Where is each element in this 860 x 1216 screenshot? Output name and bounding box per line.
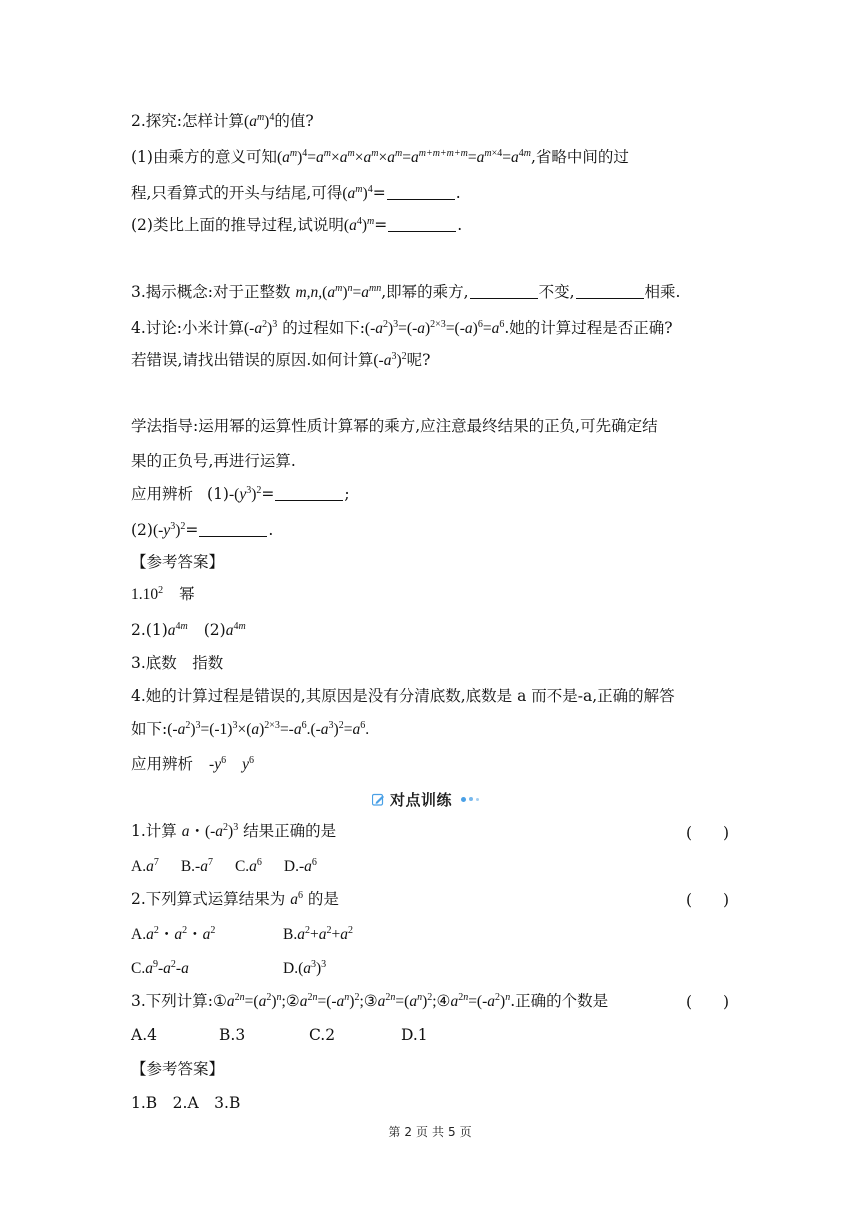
option-a[interactable]: $A.a^7$ <box>131 857 159 875</box>
period: . <box>268 521 274 539</box>
option-a[interactable]: A.4 <box>131 1026 157 1044</box>
answer-apply <box>131 754 731 775</box>
section-title: 对点训练 <box>390 790 453 809</box>
option-b[interactable]: B.3 <box>219 1026 246 1044</box>
q3-line <box>131 282 731 303</box>
answer-3: 3.底数 指数 <box>131 654 224 672</box>
footer-text: 页 <box>459 1125 472 1139</box>
ex2-text-b: 的是 <box>302 890 339 908</box>
q4-line2 <box>131 350 731 371</box>
guide-line2: 果的正负号,再进行运算. <box>131 452 296 470</box>
ex2-text: 2.下列算式运算结果为 <box>131 890 291 908</box>
q2-title <box>131 111 731 132</box>
math-expr: $a^{4m}$ <box>167 621 188 639</box>
q2-p1-continue: 程,只看算式的开头与结尾,可得 <box>131 184 343 202</box>
q3-text-c: 不变, <box>538 283 575 301</box>
math-expr: $(-a^2)^3=(-1)^3\times(a)^{2\times 3}=-a^6.(-a^3)^2=a^6$. <box>167 720 370 738</box>
ex3-stem <box>131 991 731 1012</box>
answer-2 <box>131 620 731 641</box>
q4-line1 <box>131 318 731 339</box>
q4-text: 4.讨论:小米计算 <box>131 319 245 337</box>
ex1-answer-paren[interactable]: ( ) <box>686 824 730 842</box>
q2-part2 <box>131 215 731 236</box>
q2-part1-line1 <box>131 147 731 168</box>
answer-2-mid: (2) <box>203 621 226 639</box>
answer-blank[interactable] <box>388 217 456 232</box>
q3-text: 3.揭示概念:对于正整数 <box>131 283 296 301</box>
ex2-stem <box>131 889 731 910</box>
q2-title-tail: 的值? <box>274 112 314 130</box>
math-expr: $(-a^2)^3$ <box>244 319 278 337</box>
apply-line1 <box>131 484 731 505</box>
answer-blank[interactable] <box>275 486 343 501</box>
ex1-stem <box>131 821 731 842</box>
math-expr: $(a^m)^n=a^{mn}$ <box>322 283 382 301</box>
math-expr: $(a^m)^4$ <box>342 184 373 202</box>
answer-4-prefix: 如下: <box>131 720 168 738</box>
q4-text-c: .她的计算过程是否正确? <box>504 319 673 337</box>
dot <box>476 798 479 801</box>
answer-4-line2 <box>131 719 731 740</box>
page-number: 2 <box>404 1125 412 1139</box>
math-expr: $-y^6$ <box>209 755 227 773</box>
total-pages: 5 <box>448 1125 456 1139</box>
answer-blank[interactable] <box>387 185 455 200</box>
math-expr: $a^{4m}$ <box>225 621 246 639</box>
ex1-options <box>131 856 731 877</box>
option-d[interactable]: $D.(a^3)^3$ <box>283 959 327 977</box>
footer-text: 共 <box>432 1125 445 1139</box>
ex3-text-b: .正确的个数是 <box>510 992 609 1010</box>
answers-heading-2: 【参考答案】 <box>131 1060 225 1078</box>
option-d[interactable]: $D.-a^6$ <box>283 857 317 875</box>
math-expr: $y^6$ <box>242 755 254 773</box>
q3-text-d: 相乘. <box>644 283 681 301</box>
ex3-answer-paren[interactable]: ( ) <box>686 993 730 1011</box>
answer-1-word: 幂 <box>179 585 195 603</box>
math-expr: $(-a^2)^3=(-a)^{2\times 3}=(-a)^6=a^6$ <box>364 319 505 337</box>
pencil-note-icon <box>372 793 385 806</box>
math-expr: $(a^4)^m$ <box>343 216 375 234</box>
option-d[interactable]: D.1 <box>401 1026 428 1044</box>
guide-line1: 学法指导:运用幂的运算性质计算幂的乘方,应注意最终结果的正负,可先确定结 <box>131 417 658 435</box>
option-b[interactable]: $B.a^2+a^2+a^2$ <box>283 925 353 943</box>
ex1-text-b: 结果正确的是 <box>238 822 337 840</box>
option-b[interactable]: $B.-a^7$ <box>180 857 213 875</box>
equals: = <box>261 485 275 503</box>
option-c[interactable]: $C.a^6$ <box>234 857 262 875</box>
answer-1 <box>131 584 731 605</box>
math-expr: $(-y^3)^2$ <box>152 521 186 539</box>
answer-blank[interactable] <box>470 284 538 299</box>
math-expr: $a^6$ <box>290 890 303 908</box>
period: . <box>457 216 463 234</box>
option-c[interactable]: $C.a^9-a^2-a$ <box>131 959 189 977</box>
ex3-options <box>131 1025 731 1045</box>
q2-p2-text: (2)类比上面的推导过程,试说明 <box>131 216 344 234</box>
equals: = <box>374 216 388 234</box>
q2-part1-line2 <box>131 183 731 204</box>
q4-text-d: 若错误,请找出错误的原因.如何计算 <box>131 351 374 369</box>
equals: = <box>372 184 386 202</box>
ex2-answer-paren[interactable]: ( ) <box>686 891 730 909</box>
answers-heading: 【参考答案】 <box>131 553 225 571</box>
q4-text-e: 呢? <box>406 351 431 369</box>
q2-p1-tail: ,省略中间的过 <box>530 148 629 166</box>
ex2-options-row2 <box>131 958 731 979</box>
q3-vars: m,n, <box>295 284 323 301</box>
math-expr: a・$(-a^2)^3$ <box>181 822 239 840</box>
apply-p1: (1) <box>207 485 229 503</box>
math-expr: $(a^m)^4=a^m\times a^m\times a^m\times a^m=a^{m+m+m+m}=a^{m\times 4}=a^{4m}$ <box>276 148 531 166</box>
math-expr: $①a^{2n}=(a^2)^n;②a^{2n}=(-a^n)^2;③a^{2n}=(a^n)^2;④a^{2n}=(-a^2)^n$ <box>213 992 511 1010</box>
q2-title-text: 2.探究:怎样计算 <box>131 112 245 130</box>
answer-blank[interactable] <box>199 522 267 537</box>
q4-text-b: 的过程如下: <box>277 319 365 337</box>
footer-text: 页 <box>415 1125 428 1139</box>
equals: = <box>185 521 199 539</box>
answer-apply-label: 应用辨析 <box>131 755 194 773</box>
section-heading <box>372 789 479 809</box>
ex1-text: 1.计算 <box>131 822 182 840</box>
apply-line2 <box>131 520 731 541</box>
footer-text: 第 <box>388 1125 401 1139</box>
option-a[interactable]: $A.a^2$・$a^2$・$a^2$ <box>131 925 216 943</box>
q2-p1-text: (1)由乘方的意义可知 <box>131 148 277 166</box>
period: . <box>455 184 461 202</box>
apply-label: 应用辨析 <box>131 485 194 503</box>
option-c[interactable]: C.2 <box>309 1026 336 1044</box>
dot <box>461 797 466 802</box>
ex3-text: 3.下列计算: <box>131 992 214 1010</box>
q3-text-b: ,即幂的乘方, <box>381 283 469 301</box>
math-expr: $(a^m)^4$ <box>244 112 275 130</box>
page-footer <box>0 1123 860 1140</box>
answer-4-line1: 4.她的计算过程是错误的,其原因是没有分清底数,底数是 a 而不是-a,正确的解答 <box>131 687 675 705</box>
answer-1-value: 1.10$^2$ <box>131 585 164 603</box>
semicolon: ; <box>344 485 350 503</box>
dot <box>469 797 473 801</box>
answer-2-prefix: 2.(1) <box>131 621 168 639</box>
answer-blank[interactable] <box>576 284 644 299</box>
apply-p2: (2) <box>131 521 153 539</box>
answers-2-text: 1.B 2.A 3.B <box>131 1094 241 1112</box>
math-expr: $-(y^3)^2$ <box>228 485 262 503</box>
ex2-options-row1 <box>131 924 731 945</box>
decorative-dots <box>461 797 479 802</box>
math-expr: $(-a^3)^2$ <box>373 351 407 369</box>
